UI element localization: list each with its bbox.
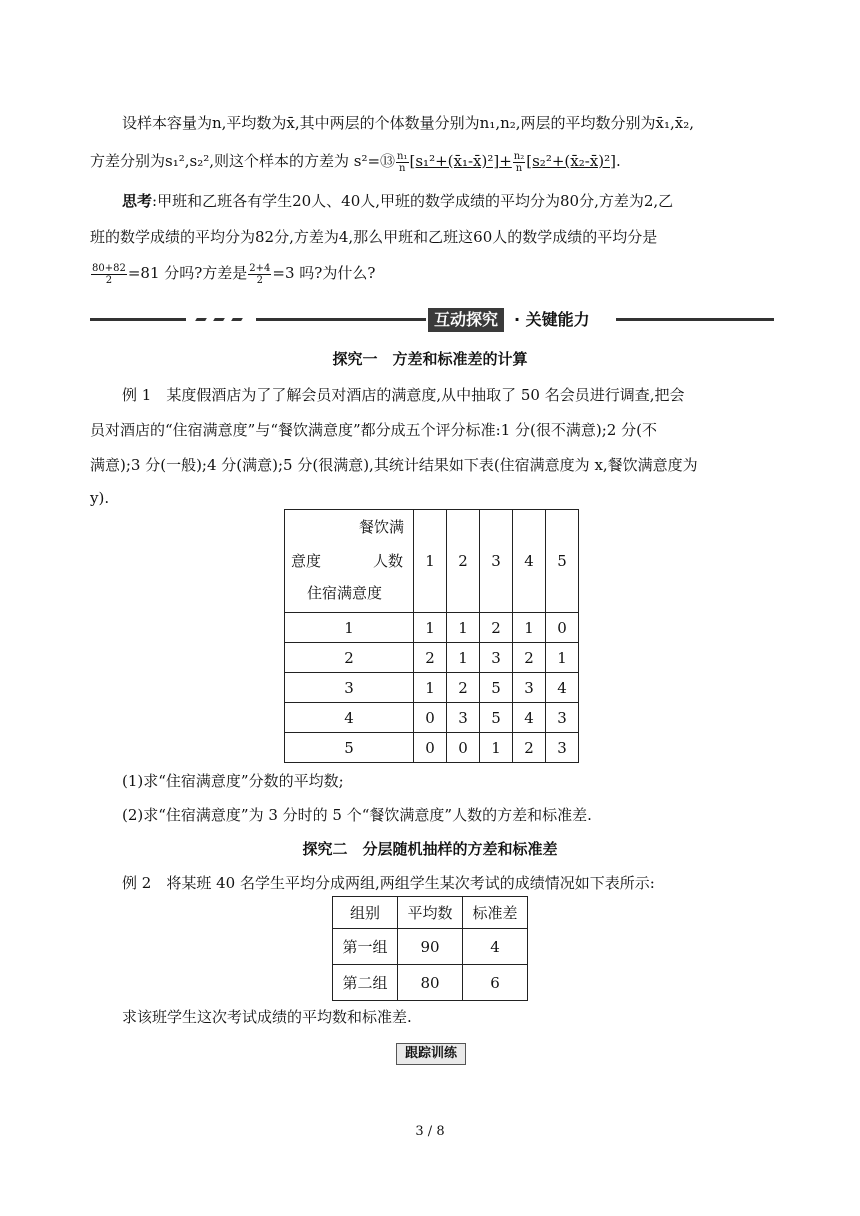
table-cell: 1 (414, 613, 447, 643)
table-cell: 3 (546, 733, 579, 763)
table-cell: 2 (480, 613, 513, 643)
col-header: 标准差 (463, 897, 528, 929)
weight-fraction-2: $\frac{\text{n₂}}{n}$ (513, 150, 525, 174)
think-text-3a: =81 分吗?方差是 (127, 264, 248, 282)
table-row (285, 703, 579, 733)
variance-term-1: [s₁²+(x̄₁-x̄)²] (409, 152, 500, 170)
variance-fraction: $\frac{2+4}{2}$ (249, 262, 271, 286)
table-cell: 90 (398, 929, 463, 965)
table-row (285, 643, 579, 673)
example-1-line-4: y). (90, 489, 110, 507)
question-1: (1)求“住宿满意度”分数的平均数; (122, 772, 344, 790)
example-1-line-2: 员对酒店的“住宿满意度”与“餐饮满意度”都分成五个评分标准:1 分(很不满意);2 分(不 (90, 421, 657, 439)
table-cell: 0 (447, 733, 480, 763)
mean-fraction: $\frac{80+82}{2}$ (92, 262, 126, 286)
col-header: 平均数 (398, 897, 463, 929)
table-cell: 3 (480, 643, 513, 673)
table-corner-header (285, 510, 414, 613)
corner-top: 餐饮满 (359, 518, 405, 536)
period: . (615, 152, 621, 170)
row-label: 1 (285, 613, 414, 643)
table-cell: 0 (546, 613, 579, 643)
table-row (333, 965, 528, 1001)
col-header: 2 (447, 510, 480, 613)
section-banner (90, 308, 774, 332)
corner-mid-right: 人数 (373, 552, 404, 570)
example-2-line-1 (122, 872, 812, 894)
table-cell: 5 (480, 673, 513, 703)
table-cell: 80 (398, 965, 463, 1001)
variance-lead: 方差分别为s₁²,s₂²,则这个样本的方差为 s²=⑬ (90, 152, 396, 170)
example-1-line-1 (122, 384, 812, 406)
example-1-label: 例 1 (122, 386, 152, 404)
table-cell: 1 (414, 673, 447, 703)
col-header: 4 (513, 510, 546, 613)
table-cell: 4 (463, 929, 528, 965)
table-cell: 1 (546, 643, 579, 673)
row-label: 2 (285, 643, 414, 673)
plus-sign: + (499, 152, 512, 170)
table-row (285, 613, 579, 643)
weight-fraction-1: $\frac{\text{n₁}}{n}$ (397, 150, 408, 174)
example-2-label: 例 2 (122, 874, 152, 892)
satisfaction-table (284, 509, 579, 763)
table-cell: 3 (546, 703, 579, 733)
example-1-text-1: 某度假酒店为了了解会员对酒店的满意度,从中抽取了 50 名会员进行调查,把会 (166, 386, 685, 404)
intro-line-2 (90, 150, 780, 174)
table-cell: 6 (463, 965, 528, 1001)
row-label: 3 (285, 673, 414, 703)
corner-mid-left: 意度 (291, 552, 322, 570)
follow-up-training-badge: 跟踪训练 (396, 1043, 466, 1065)
row-label: 5 (285, 733, 414, 763)
col-header: 1 (414, 510, 447, 613)
think-text-3b: =3 吗?为什么? (272, 264, 376, 282)
example-2-text-1: 将某班 40 名学生平均分成两组,两组学生某次考试的成绩情况如下表所示: (166, 874, 655, 892)
table-cell: 2 (414, 643, 447, 673)
intro-line-1: 设样本容量为n,平均数为x̄,其中两层的个体数量分别为n₁,n₂,两层的平均数分别为x̄₁,x̄₂, (122, 114, 695, 132)
table-cell: 5 (480, 703, 513, 733)
table-cell: 2 (447, 673, 480, 703)
question-2: (2)求“住宿满意度”为 3 分时的 5 个“餐饮满意度”人数的方差和标准差. (122, 806, 592, 824)
table-cell: 第二组 (333, 965, 398, 1001)
table-cell: 第一组 (333, 929, 398, 965)
row-label: 4 (285, 703, 414, 733)
col-header: 组别 (333, 897, 398, 929)
table-cell: 1 (513, 613, 546, 643)
table-cell: 0 (414, 733, 447, 763)
table-cell: 3 (447, 703, 480, 733)
table-cell: 3 (513, 673, 546, 703)
table-row (285, 733, 579, 763)
banner-title: · 关键能力 (514, 310, 590, 329)
think-text-1: :甲班和乙班各有学生20人、40人,甲班的数学成绩的平均分为80分,方差为2,乙 (152, 192, 674, 210)
table-cell: 1 (480, 733, 513, 763)
think-line-3 (90, 262, 780, 286)
table-cell: 0 (414, 703, 447, 733)
col-header: 3 (480, 510, 513, 613)
table-header-row (333, 897, 528, 929)
example-1-line-3: 满意);3 分(一般);4 分(满意);5 分(很满意),其统计结果如下表(住宿满意度为 x,餐饮满意度为 (90, 456, 698, 474)
table-cell: 1 (447, 643, 480, 673)
think-line-2: 班的数学成绩的平均分为82分,方差为4,那么甲班和乙班这60人的数学成绩的平均分是 (90, 228, 658, 246)
table-cell: 4 (513, 703, 546, 733)
think-line-1 (122, 190, 812, 212)
table-cell: 1 (447, 613, 480, 643)
table-row (333, 929, 528, 965)
group-table (332, 896, 528, 1001)
table-cell: 4 (546, 673, 579, 703)
banner-tag: 互动探究 (428, 308, 504, 332)
table-row (285, 673, 579, 703)
table-cell: 2 (513, 643, 546, 673)
section-1-heading: 探究一 方差和标准差的计算 (332, 350, 528, 368)
section-2-heading: 探究二 分层随机抽样的方差和标准差 (302, 840, 558, 858)
page-number: 3 / 8 (415, 1124, 445, 1139)
col-header: 5 (546, 510, 579, 613)
corner-bottom: 住宿满意度 (307, 584, 383, 602)
variance-term-2: [s₂²+(x̄₂-x̄)²] (526, 152, 616, 170)
example-2-question: 求该班学生这次考试成绩的平均数和标准差. (122, 1008, 412, 1026)
think-label: 思考 (122, 192, 153, 210)
table-cell: 2 (513, 733, 546, 763)
